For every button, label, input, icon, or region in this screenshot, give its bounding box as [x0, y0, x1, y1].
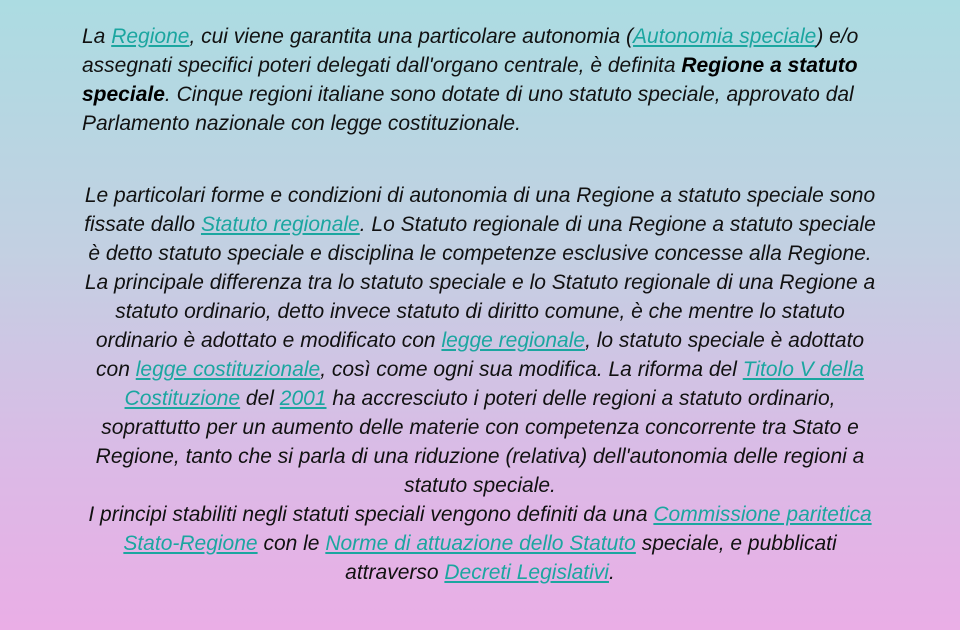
- link-legge-regionale[interactable]: legge regionale: [441, 329, 586, 352]
- link-autonomia-speciale[interactable]: Autonomia speciale: [633, 25, 817, 48]
- paragraph-statuto: [78, 181, 882, 268]
- text: ha accresciuto i poteri delle regioni a statuto ordinario, soprattutto per un aumento delle materie con competenza concorrente tra Stato e Regione, tanto che si parla di una riduzione (relativa) dell'autonomia delle regioni a statuto speciale.: [95, 387, 865, 497]
- text: I principi stabiliti negli statuti speciali vengono definiti da una: [88, 503, 654, 526]
- link-statuto-regionale[interactable]: Statuto regionale: [200, 213, 360, 236]
- intro-paragraph: [82, 22, 882, 138]
- text: ) e/o assegnati specifici poteri delegati dall'organo centrale, è definita: [82, 25, 859, 77]
- paragraph-differenza: [78, 268, 882, 500]
- text: , cui viene garantita una particolare autonomia (: [189, 25, 634, 48]
- link-decreti-legislativi[interactable]: Decreti Legislativi: [444, 561, 609, 584]
- link-regione[interactable]: Regione: [111, 25, 190, 48]
- centered-text-block: [78, 181, 882, 587]
- text: con le: [257, 532, 326, 555]
- link-titolo-v[interactable]: Titolo V della Costituzione: [124, 358, 864, 410]
- text: Le particolari forme e condizioni di autonomia di una Regione a statuto speciale sono fissate dallo: [84, 184, 876, 236]
- text: , così come ogni sua modifica. La riforma del: [320, 358, 743, 381]
- link-2001[interactable]: 2001: [279, 387, 327, 410]
- text: , lo statuto speciale è adottato con: [96, 329, 865, 381]
- text: del: [240, 387, 280, 410]
- text: speciale, e pubblicati attraverso: [345, 532, 837, 584]
- text: . Lo Statuto regionale di una Regione a statuto speciale è detto statuto speciale e disciplina le competenze esclusive concesse alla Regione.: [88, 213, 876, 265]
- text: .: [608, 561, 615, 584]
- paragraph-principi: [78, 500, 882, 587]
- link-commissione-paritetica[interactable]: Commissione paritetica Stato-Regione: [123, 503, 872, 555]
- link-legge-costituzionale[interactable]: legge costituzionale: [135, 358, 321, 381]
- bold-term: Regione a statuto speciale: [82, 54, 858, 106]
- text: La: [82, 25, 112, 48]
- text: La principale differenza tra lo statuto speciale e lo Statuto regionale di una Regione a statuto ordinario, detto invece statuto di diritto comune, è che mentre lo statuto ordinario è adottato e modificato con: [84, 271, 876, 352]
- text: . Cinque regioni italiane sono dotate di uno statuto speciale, approvato dal Parlamento nazionale con legge costituzionale.: [82, 83, 854, 135]
- link-norme-attuazione[interactable]: Norme di attuazione dello Statuto: [325, 532, 636, 555]
